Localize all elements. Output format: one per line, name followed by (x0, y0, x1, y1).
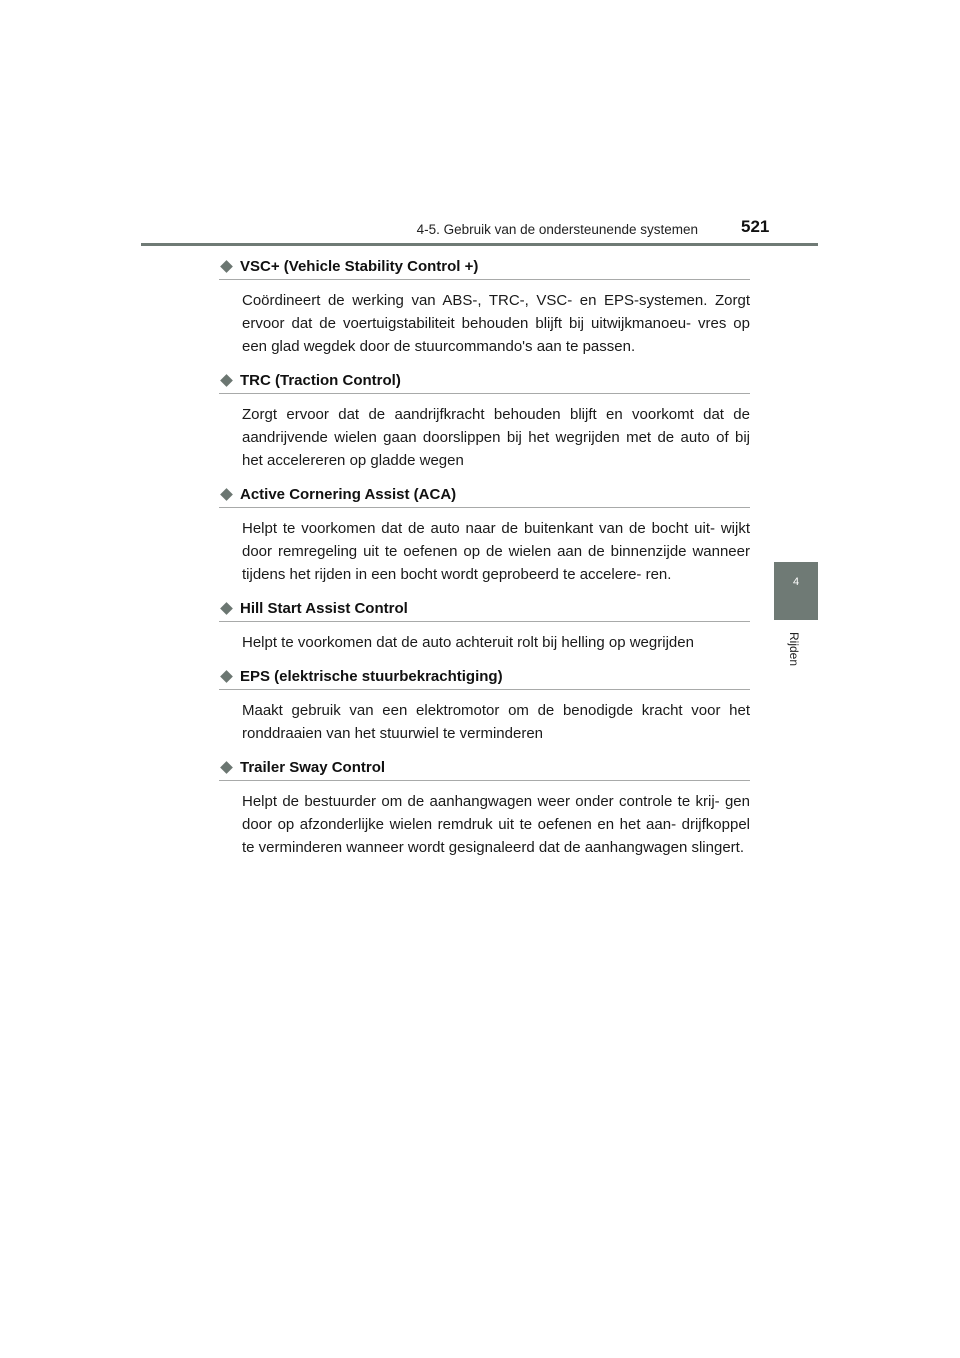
entry-eps (219, 665, 750, 745)
diamond-bullet-icon (220, 260, 233, 273)
entry-description: Helpt te voorkomen dat de auto achteruit rolt bij helling op wegrijden (242, 634, 694, 651)
section-title: 4-5. Gebruik van de ondersteunende systemen (416, 222, 698, 237)
entry-title: EPS (elektrische stuurbekrachtiging) (240, 668, 503, 685)
content-column (219, 252, 750, 870)
diamond-bullet-icon (220, 602, 233, 615)
entry-heading (219, 369, 750, 394)
entry-description: Maakt gebruik van een elektromotor om de benodigde kracht voor het ronddraaien van het stuurwiel te verminderen (242, 702, 750, 742)
diamond-bullet-icon (220, 670, 233, 683)
entry-description: Helpt te voorkomen dat de auto naar de buitenkant van de bocht uit- wijkt door remregeling uit te oefenen op de wielen aan de binnenzijde wanneer tijdens het rijden in een bocht wordt geprobeerd te accelere- ren. (242, 520, 750, 583)
entry-description: Helpt de bestuurder om de aanhangwagen weer onder controle te krij- gen door op afzonderlijke wielen remdruk uit te oefenen en het aan- drijfkoppel te verminderen wanneer wordt gesignaleerd dat de aanhangwagen slingert. (242, 793, 750, 856)
entry-heading (219, 255, 750, 280)
entry-heading (219, 756, 750, 781)
entry-title: VSC+ (Vehicle Stability Control +) (240, 258, 479, 275)
entry-heading (219, 665, 750, 690)
entry-vsc (219, 255, 750, 358)
chapter-tab (774, 562, 818, 620)
chapter-label (784, 632, 808, 676)
entry-title: Hill Start Assist Control (240, 600, 408, 617)
page-header (0, 0, 960, 250)
diamond-bullet-icon (220, 761, 233, 774)
entry-title: Active Cornering Assist (ACA) (240, 486, 457, 503)
entry-title: Trailer Sway Control (240, 759, 386, 776)
header-divider (141, 243, 818, 246)
chapter-number: 4 (792, 576, 800, 588)
entry-description: Zorgt ervoor dat de aandrijfkracht behouden blijft en voorkomt dat de aandrijvende wielen gaan doorslippen bij het wegrijden met de auto of bij het accelereren op gladde wegen (242, 406, 750, 469)
entry-heading (219, 597, 750, 622)
diamond-bullet-icon (220, 374, 233, 387)
entry-heading (219, 483, 750, 508)
entry-hill-start (219, 597, 750, 654)
entry-aca (219, 483, 750, 586)
page-number: 521 (741, 217, 770, 236)
chapter-label-text: Rijden (787, 632, 801, 667)
entry-trailer-sway (219, 756, 750, 859)
diamond-bullet-icon (220, 488, 233, 501)
entry-description: Coördineert de werking van ABS-, TRC-, VSC- en EPS-systemen. Zorgt ervoor dat de voertuigstabiliteit behouden blijft bij uitwijkmanoeu- vres op een glad wegdek door de stuurcommando's aan te passen. (242, 292, 750, 355)
entry-trc (219, 369, 750, 472)
entry-title: TRC (Traction Control) (240, 372, 401, 389)
